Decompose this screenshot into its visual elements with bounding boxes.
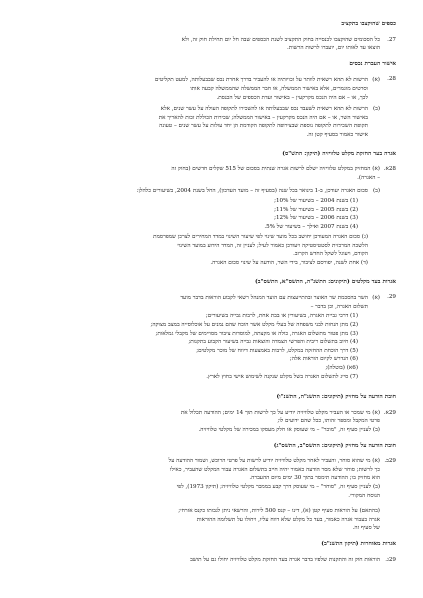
paragraph-body xyxy=(28,293,380,386)
text-line: וסרטים מוגמרים, אלא באישור הממשלה, או חבר הממשלה שהממשלה קבעה אותו xyxy=(190,85,368,92)
paragraph-body xyxy=(28,507,380,533)
section-heading: אגרה בעד החזקת מקלט טלוויזיה (תיקון: התש"ס) xyxy=(282,150,396,157)
spacer xyxy=(28,182,380,186)
paragraph-body xyxy=(28,409,380,435)
sub-clause xyxy=(28,294,380,383)
sub-clause xyxy=(28,187,380,267)
text-line: כך לרשות; סוחר שלא מסר הודעה כאמור יהיה חייב בתשלום האגרה עבור המקלט שהעביר, כאילו xyxy=(169,466,380,473)
list-item: (1) בשנת 2004 – בשיעור של 10%; xyxy=(274,197,358,204)
text-line: (ב) לעניין סעיף זה, "סוחר" – מי שעוסק דרך קבע בממכר מקלטי טלוויזיה; (תיקון 1973), לפי xyxy=(176,483,380,490)
text-line: לכך, או – אם היה הנכס מקרקעין – באישור ועדת הכספים של הכנסת. xyxy=(216,94,368,101)
sub-clause-label: (ב) xyxy=(372,188,380,195)
sub-clause xyxy=(28,76,380,102)
text-line: הנוסח המקורי. xyxy=(348,492,380,499)
sub-clause-body xyxy=(28,187,368,267)
paragraph-body xyxy=(28,36,380,53)
paragraph-body xyxy=(28,165,380,271)
text-line: (בהתאם) על הוראות סעיף קטן (א), דינו – קנס 500 לירות, והרשאי ניתן לגבותו כקנס אזרחי; xyxy=(178,508,380,515)
list-item: (3) מתן פטור מתשלום האגרה, כולה או מקצתה, למוסדות ציבור מסויימים של מקבלי גמלאות; xyxy=(155,330,358,337)
text-line: השר בהסכמת שר האוצר ובהתייעצות עם הועד המנהל רשאי לקבוע הוראות בדבר מועד xyxy=(180,295,368,302)
sub-clause-label: (א) xyxy=(372,77,380,84)
text-line: (ג) סכום האגרה המעודכן יחושב בכל מועד שינוי לפי שיעור השינוי במדד המחירים לצרכן שמפרסמת xyxy=(153,234,368,241)
paragraph-number: 29ב. xyxy=(384,458,396,465)
paragraph xyxy=(28,165,396,271)
paragraph-body xyxy=(28,457,380,500)
sub-clause-body xyxy=(28,294,368,383)
text-line: הוראות חוק זה והתקנות שלפיו בדבר אגרה בעד החזקת מקלט טלוויזיה יחולו גם על תושב xyxy=(190,556,380,563)
list-item: (4) בשנת 2007 ואילך – בשיעור של 5%. xyxy=(264,223,358,230)
text-line: (א) המחזיק במקלט טלוויזיה ישלם לרשות אגרה שנתית בסכום של 515 שקלים חדשים (בחוק זה xyxy=(171,166,380,173)
text-line: (ד) אחת לשנה, יפורסם לציבור, בידי השר, הודעה על שינוי סכום האגרה. xyxy=(210,260,368,267)
sub-clause-label: (א) xyxy=(372,295,380,302)
paragraph xyxy=(28,457,396,500)
paragraph-body xyxy=(28,75,380,142)
text-line: פרטי המקבל ומספר זהותו, ככל שהם ידועים לו; xyxy=(277,418,380,425)
list-item: (2) מתן הנחות לבני משפחה של בעלי מקלט אשר הוכח שהם נמנים על אוכלוסייה במצב מצוקה; xyxy=(150,322,358,329)
text-line: הקודם, ויעוגל לשקל החדש הקרוב. xyxy=(293,251,368,258)
paragraph-body xyxy=(28,556,380,565)
text-line: הוא מחזיק בו; ההודעה תימסר בתוך 30 ימים מיום ההעברה. xyxy=(249,475,380,482)
paragraph xyxy=(28,409,396,435)
paragraph xyxy=(28,75,396,142)
paragraph xyxy=(28,556,396,565)
text-line: באישור השר, או – אם היה הנכס מקרקעין – באישור הממשלה; שכירות הכוללת זכות להאריך את xyxy=(158,114,368,121)
text-line: (א) מי שהוא סוחר, והעביר לאחר מקלט טלוויזיה יודיע לרשות על פרטי הרוכש, ושמור ההודעה על xyxy=(168,458,380,465)
list-item: (1) דרכי גביית האגרה, בשיעורין או בבת אחת, לרבות גבייה בשיעורים; xyxy=(205,313,358,320)
text-line: סכום האגרה יעודכן, ב-1 בינואר בכל שנה (בסעיף זה – מועד העדכון), החל בשנת 2004, בשיעורים כלהלן: xyxy=(136,188,368,195)
list-item: (2) בשנת 2005 – בשיעור של 11%; xyxy=(274,206,358,213)
text-line: הרשות לא תהא רשאית לוותר על זכויותיה או להעביר בדרך אחרת נכס שבבעלותה, למעט תקליטים xyxy=(154,77,368,84)
paragraph-number: 29. xyxy=(387,294,396,301)
paragraph xyxy=(28,293,396,386)
section-heading: אישור העברת נכסים xyxy=(349,60,396,67)
list-item: (6א) (בוטלה); xyxy=(325,365,358,371)
section-heading: כספים שהוקצבו בתקציב xyxy=(341,21,396,27)
paragraph xyxy=(28,36,396,53)
text-line: – האגרה). xyxy=(357,174,380,181)
list-item: (5) דרך הוכחת ההחזקה במקלט, לרבות באמצעות דיווח של מוכר מקלטים; xyxy=(196,347,358,354)
text-line: של סעיף זה. xyxy=(352,525,380,532)
paragraph xyxy=(28,507,396,533)
text-line: אישור כאמור בסעיף קטן זה. xyxy=(306,131,368,138)
sub-clause-label: (ב) xyxy=(372,106,380,113)
text-line: (ב) לעניין סעיף זה, "מוכר" – מי שעוסק או חלק מעסקו במכירה של מקלטי טלוויזיה. xyxy=(198,426,380,433)
paragraph-number: 29ג. xyxy=(385,556,396,563)
item-list xyxy=(42,312,368,381)
list-item: (7) סייג לתשלום האגרה בשל מקלט שנקנה לשימוש אישי בחוץ לארץ. xyxy=(206,373,358,380)
section-heading: חובת הודעה על מחזיק (תיקונים: התשס"ב, התשס"ג) xyxy=(273,442,396,449)
list-item: (4) חיוב בתשלום ריבית והפרשי הצמדה והוצאות גבייה בשיעור הקבוע בתקנות; xyxy=(188,339,358,346)
paragraph-number: 28א. xyxy=(383,166,396,173)
text-line: תשלום האגרה, וכן בדבר – xyxy=(310,303,368,310)
sub-clause xyxy=(28,105,380,139)
text-line: הוצאו עד לאותו יום, יועברו לרשות הרשות. xyxy=(287,45,380,52)
paragraph-number xyxy=(380,507,396,533)
text-line: הלשכה המרכזית לסטטיסטיקה ויעודכן כאמור לעיל; לעניין זה, המדד הידוע במועד השינוי xyxy=(177,242,368,249)
sub-clause-body xyxy=(28,76,368,102)
paragraph-number: 29א. xyxy=(383,409,396,416)
section-heading: אגרות מאוחרות (תיקון התשנ"ב) xyxy=(321,540,396,547)
item-list xyxy=(42,197,368,231)
paragraph-number: 28. xyxy=(387,76,396,83)
section-heading: אגרות בעד מקלטים (תיקונים: התשנ"ה, התשס"א, התשס"ב) xyxy=(255,278,396,285)
text-line: הרשות לא תהא רשאית לשעבד נכס שבבעלותה או להשכירו לתקופה העולה על עשר שנים, אלא xyxy=(160,106,368,113)
list-item: (6) הנדרש לקיום הוראות אלה; xyxy=(289,356,358,363)
sub-clause-body xyxy=(28,105,368,139)
text-line: (א) מי שמכר או העביר מקלט טלוויזיה יודיע על כך לרשות תוך 14 ימים; ההודעה תכלול את xyxy=(180,409,380,416)
list-item: (3) בשנת 2006 – בשיעור של 12%; xyxy=(274,215,358,222)
section-heading: חובת הודעה על מחזיק (תיקונים: התשנ"ה, התשנ"ו) xyxy=(276,394,396,401)
text-line: תקופת השכירות לתקופה נוספת שבצירופה לתקופה הקודמת הן יחד עולות על עשר שנים – טעונה xyxy=(159,123,368,130)
paragraph-number: 27. xyxy=(387,36,396,43)
text-line: כל הסכומים שהוקצבו לכנסייה בחוק התקציב לשנת הכספים שבה חל יום תחילת חוק זה, ולא xyxy=(181,36,380,43)
text-line: אגרה בעבור אגרה כאמור, בעד כל מקלט שלא דווח עליו, ויחולו על תשלומה ההוראות xyxy=(196,516,380,523)
